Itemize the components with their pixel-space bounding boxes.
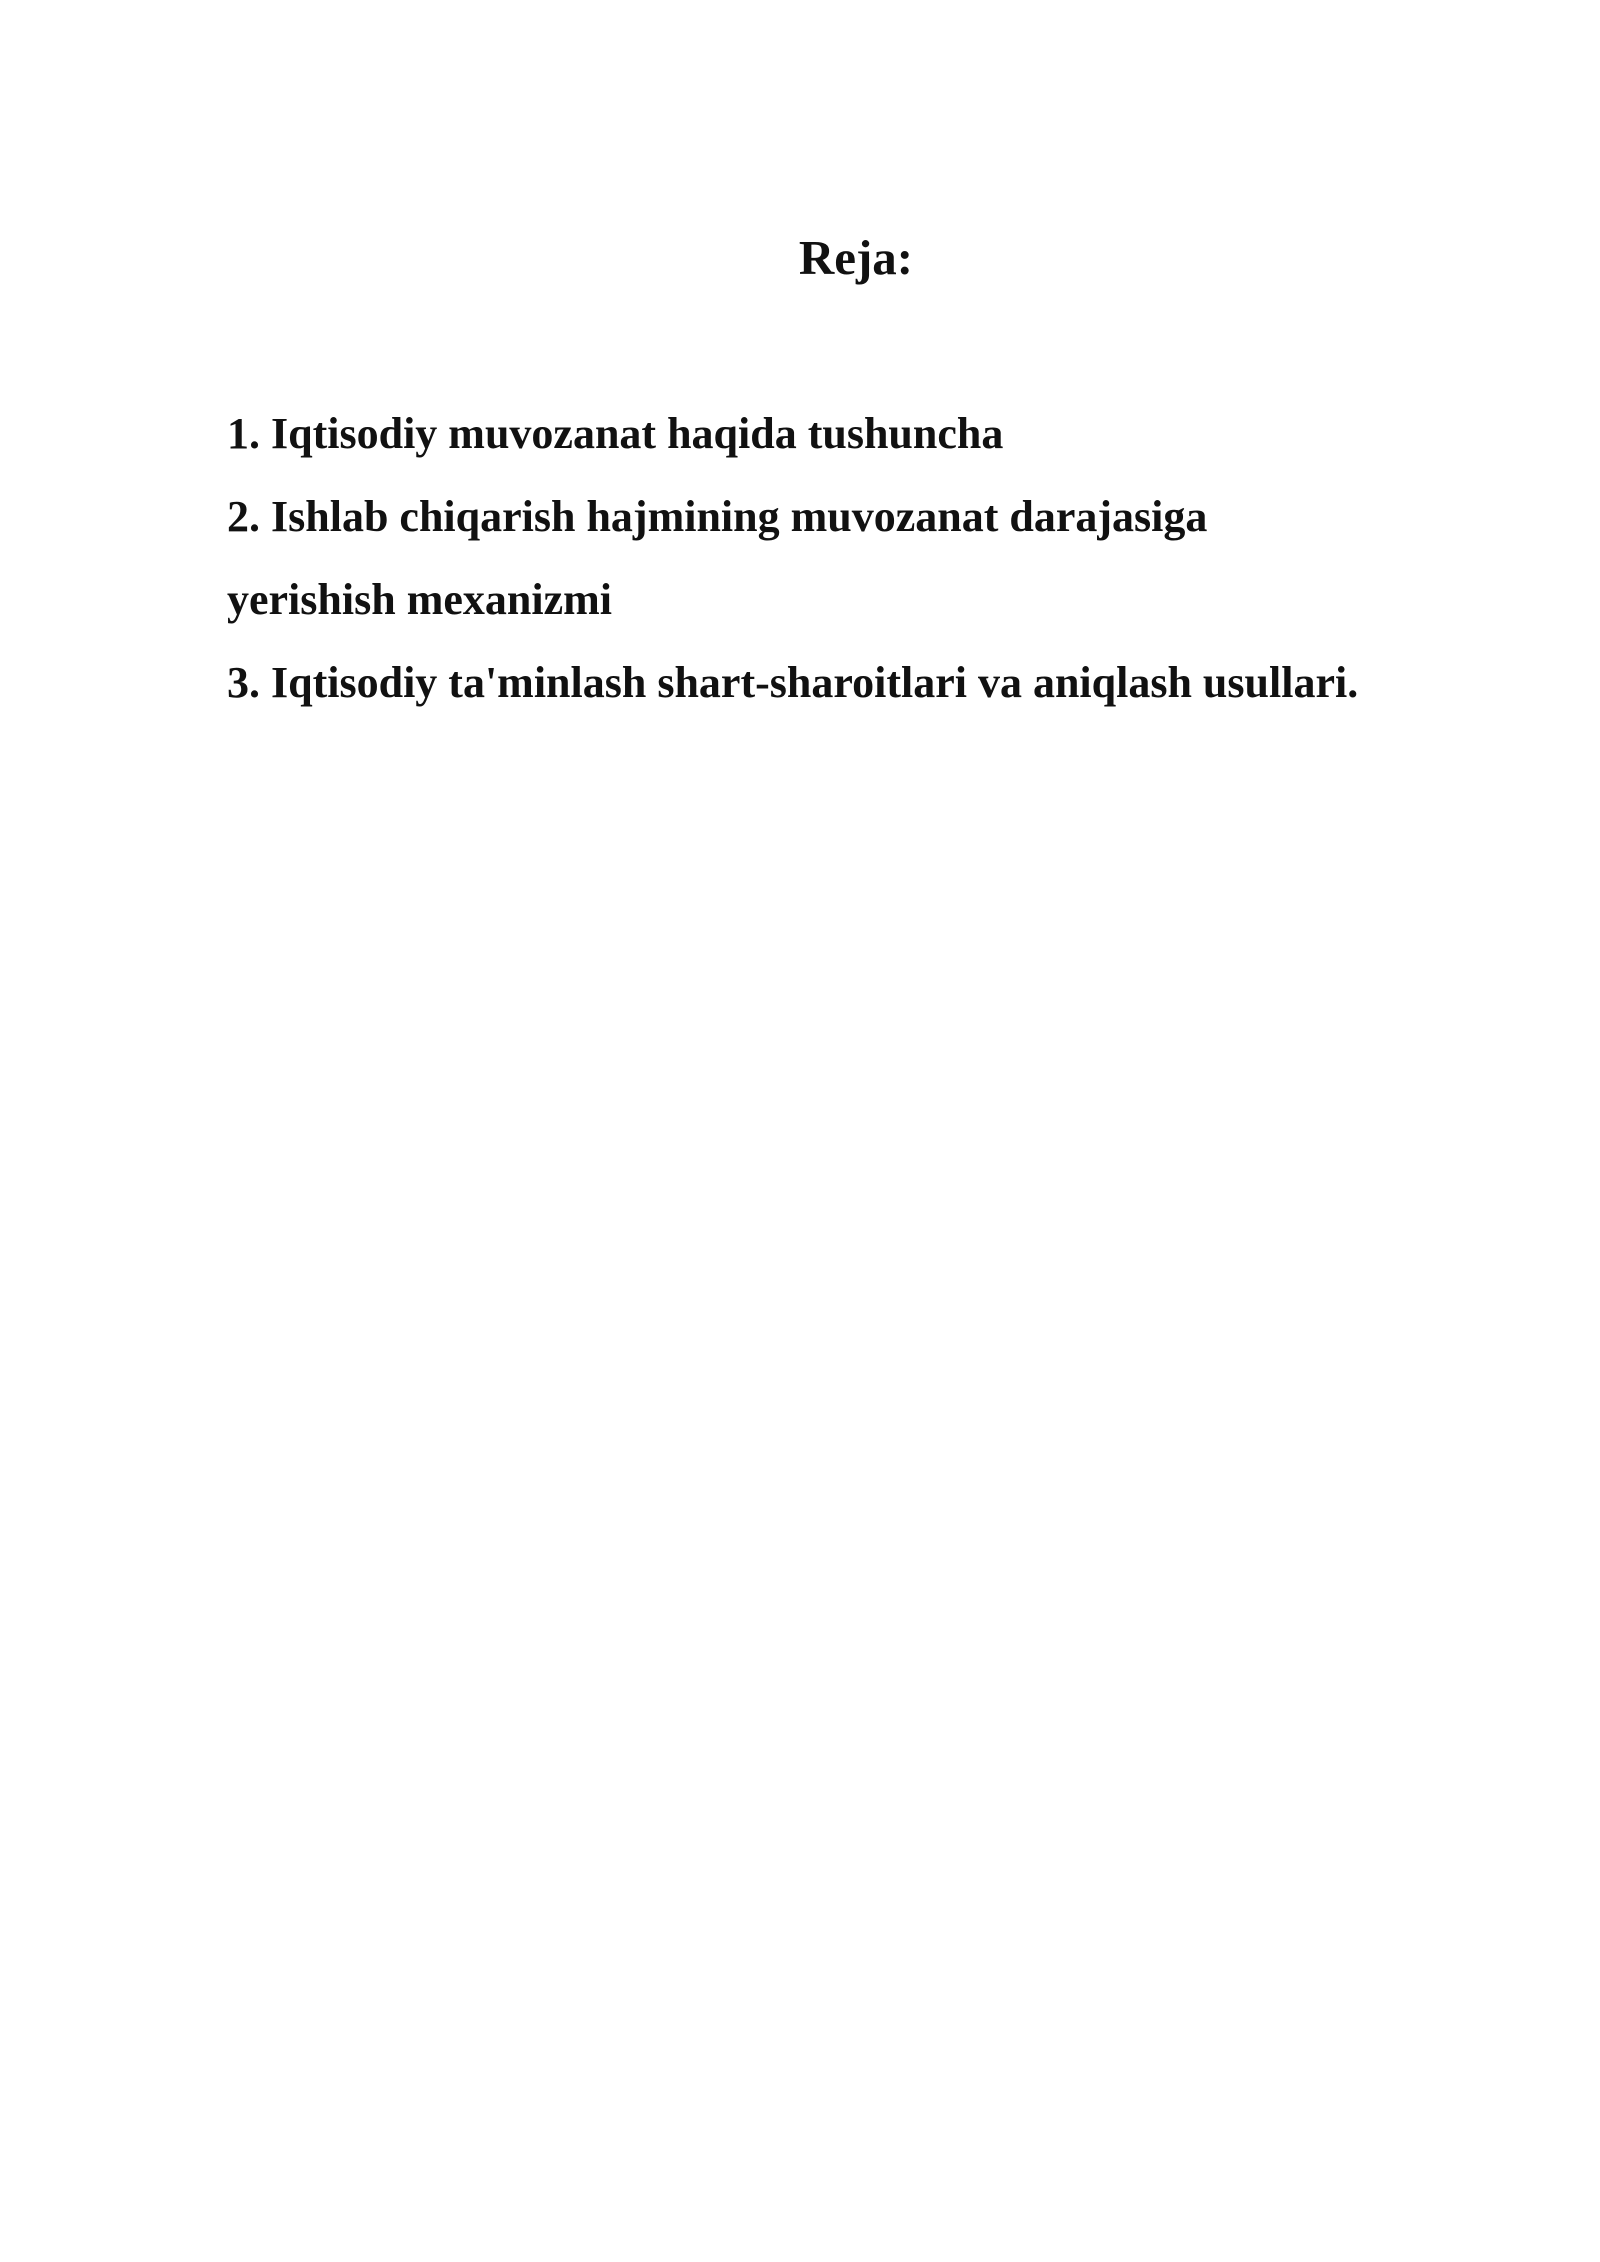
plan-item-2: 2. Ishlab chiqarish hajmining muvozanat darajasiga bbox=[227, 492, 1208, 541]
plan-list bbox=[227, 392, 1527, 724]
plan-item-1: 1. Iqtisodiy muvozanat haqida tushuncha bbox=[227, 409, 1004, 458]
plan-item-2-continuation: yerishish mexanizmi bbox=[227, 575, 612, 624]
plan-item-3: 3. Iqtisodiy ta'minlash shart-sharoitlari va aniqlash usullari. bbox=[227, 658, 1359, 707]
page-title: Reja: bbox=[798, 230, 914, 285]
